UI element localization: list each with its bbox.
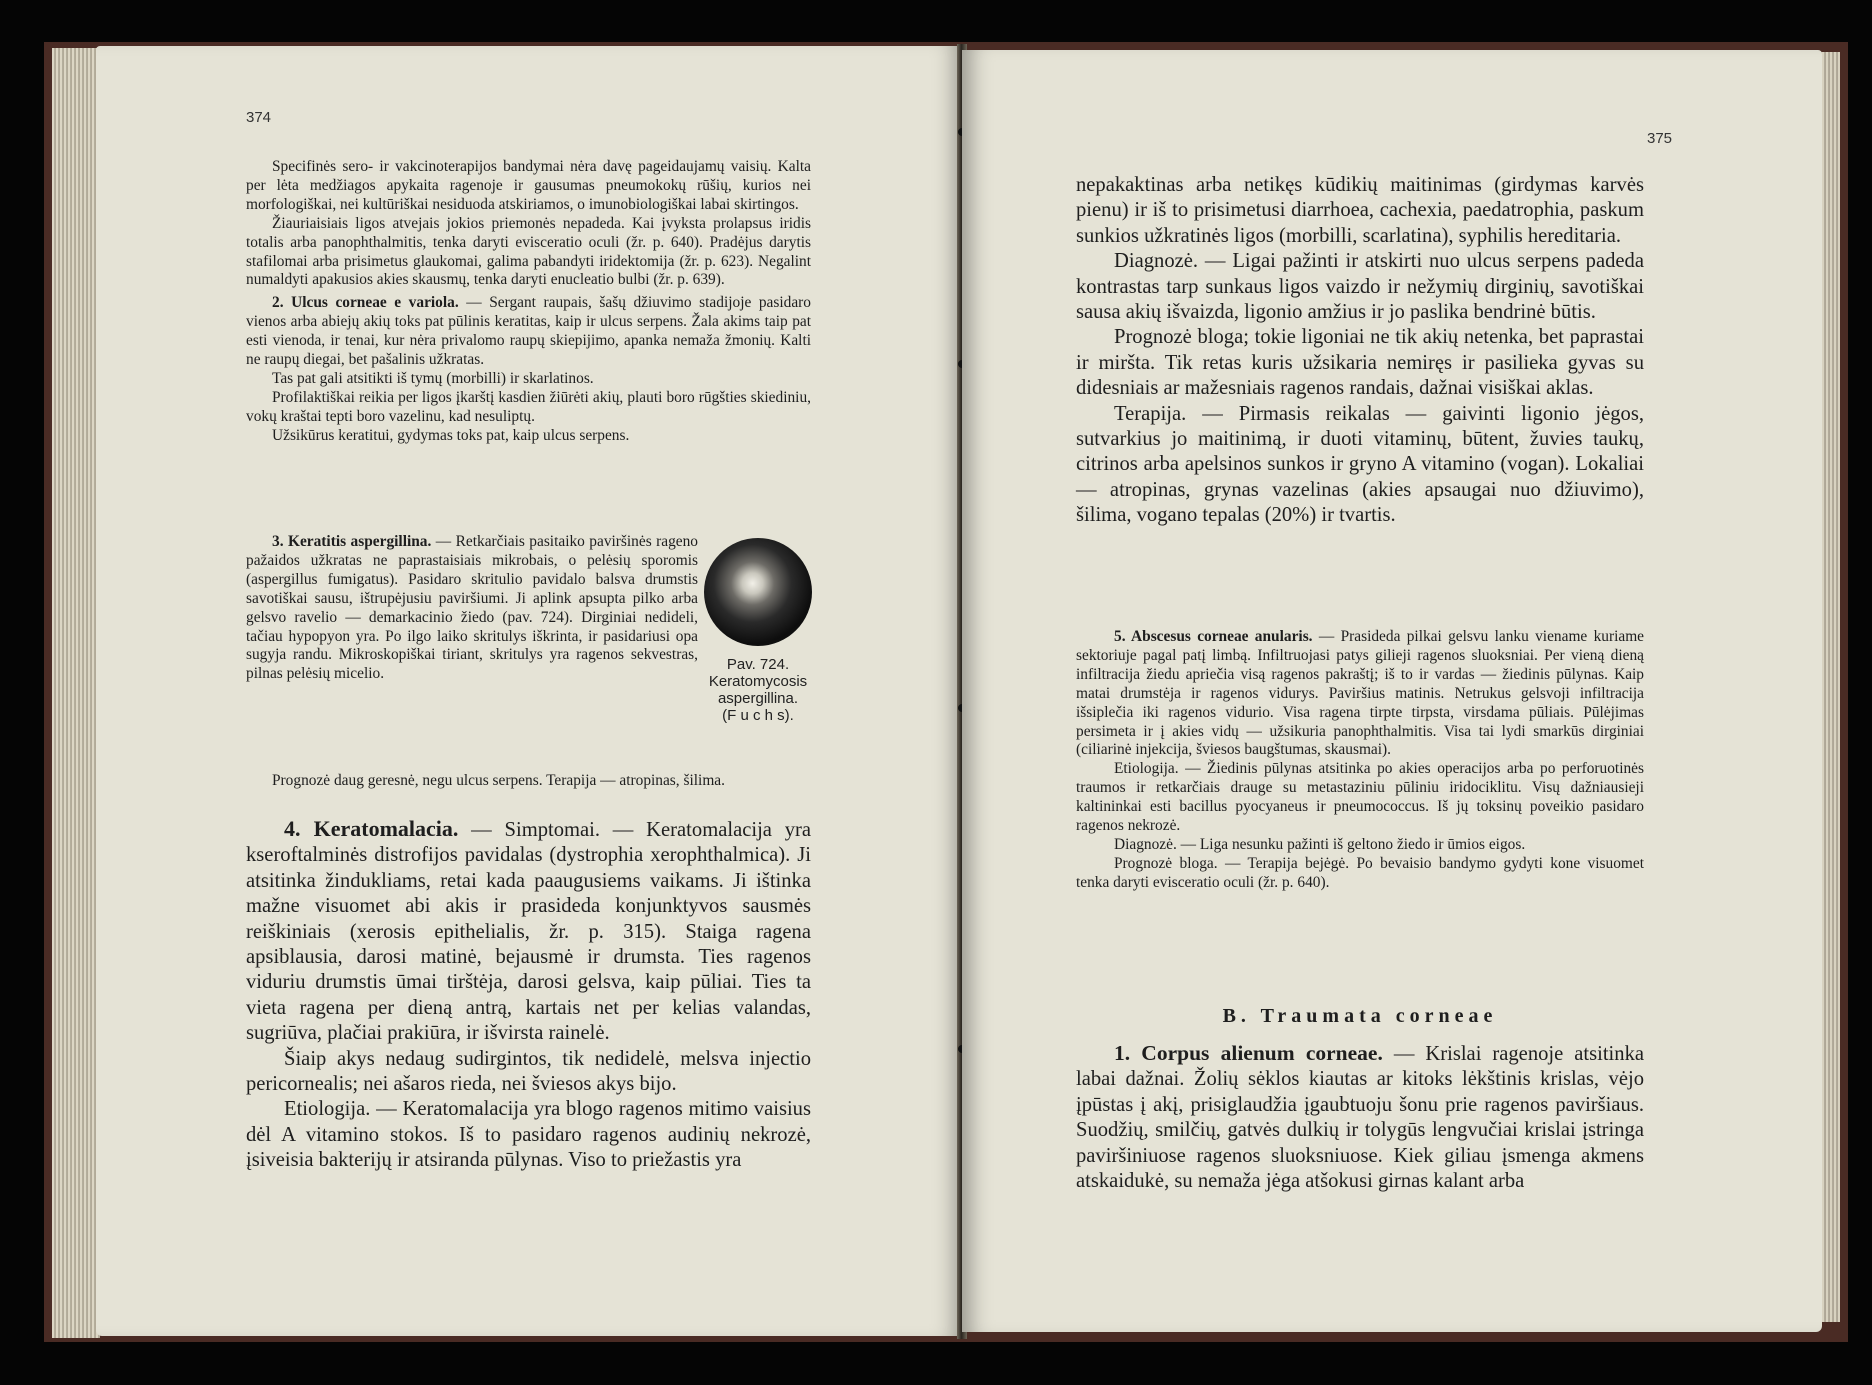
- keratitis-title: 3. Keratitis aspergillina.: [272, 533, 432, 550]
- paragraph-specifines: Specifinės sero- ir vakcinoterapijos bandymai nėra davę pageidaujamų vaisių. Kalta per lėta medžiagos apykaita ragenoje ir gausumas pneumokokų rūšių, kurios nei morfologiškai, nei kultūriškai nesiduoda atskiriamos, o imunobiologiškai labai skirtingos.: [246, 158, 811, 213]
- keratomalacia-block: [246, 816, 811, 1174]
- ulcus-variola-title: 2. Ulcus corneae e variola.: [272, 294, 459, 312]
- keratomycosis-image: [704, 538, 812, 646]
- left-small-text-block: [246, 158, 811, 446]
- paragraph-terapija: Terapija. — Pirmasis reikalas — gaivinti ligonio jėgos, sutvarkius jo maitinimą, ir duoti vitaminų, būtent, žuvies taukų, citrinos arba apelsinos sunkos ir gryno A vitamino (vogan). Lokaliai — atropinas, grynas vazelinas (akies apsaugai nuo džiuvimo), šilima, vogano tepalas (20%) ir tvartis.: [1076, 402, 1644, 527]
- paragraph-diagnoze-short: Diagnozė. — Liga nesunku pažinti iš geltono žiedo ir ūmios eigos.: [1114, 835, 1526, 853]
- paragraph-siaip: Šiaip akys nedaug sudirgintos, tik nedidelė, melsva injectio pericornealis; nei ašaros rieda, nei šviesos akys bijo.: [246, 1047, 811, 1096]
- paragraph-ziauriausiais: Žiauriaisiais ligos atvejais jokios priemonės nepadeda. Kai įvyksta prolapsus iridis totalis arba panophthalmitis, tenka daryti evisceratio oculi (žr. p. 640). Pradėjus darytis stafilomai arba prisimetus glaukomai, galima pabandyti iridektomija (žr. p. 623). Negalint numaldyti apakusios akies skausmų, tenka daryti enucleatio bulbi (žr. p. 639).: [246, 214, 811, 289]
- page-number-right: 375: [1647, 130, 1673, 147]
- page-edges-left: [52, 48, 100, 1338]
- right-small-text-block: [1076, 628, 1644, 893]
- figure-caption-line-4: (F u c h s).: [722, 707, 794, 724]
- figure-724: [694, 538, 822, 724]
- abscesus-title: 5. Abscesus corneae anularis.: [1114, 628, 1313, 645]
- paragraph-prognoze-short: Prognozė bloga. — Terapija bejėgė. Po bevaisio bandymo gydyti kone visuomet tenka daryti evisceratio oculi (žr. p. 640).: [1076, 854, 1644, 891]
- paragraph-profilaktiskai: Profilaktiškai reikia per ligos įkarštį kasdien žiūrėti akių, plauti boro rūgšties skiediniu, vokų kraštai tepti boro vazelinu, kad nesuliptų.: [246, 388, 811, 425]
- paragraph-etiologija: Etiologija. — Keratomalacija yra blogo ragenos mitimo vaisius dėl A vitamino stokos. Iš to pasidaro ragenos audinių nekrozė, įsiveisia bakterijų ir atsiranda pūlynas. Viso to priežastis yra: [246, 1098, 811, 1172]
- left-page: [96, 46, 963, 1336]
- page-number-left: 374: [246, 109, 272, 126]
- corpus-alienum-title: 1. Corpus alienum corneae.: [1114, 1041, 1383, 1065]
- abscesus-text: — Prasideda pilkai gelsvu lanku viename kuriame sektoriuje pagal patį limbą. Infiltruojasi patys gilieji ragenos sluoksniai. Per vieną dieną infiltracija žiedu apriečia visą ragenos pakraštį; iš to ir vardas — žiedinis pūlynas. Kaip matai drumstėja ir ragenos vidurys. Paviršius matinis. Netrukus gelsvoji infiltracija išsiplečia iki ragenos vidurio. Visa ragena tirpte tirpsta, virsdama pūliais. Pūlėjimas persimeta ir į akies vidų — užsikuria panophthalmitis. Visa tai lydi smarkūs dirginiai (ciliarinė injekcija, šviesos baugštumas, skausmai).: [1076, 628, 1644, 759]
- figure-caption-line-1: Pav. 724.: [726, 656, 790, 673]
- ulcus-variola-text: — Sergant raupais, šašų džiuvimo stadijoje pasidaro vienos arba abiejų akių toks pat pūlinis keratitas, kaip ir ulcus serpens. Žala akims taip pat esti vienoda, ir tenai, kur nėra privalomo raupų skiepijimo, apanka nemaža žmonių. Kalti ne raupų diegai, bet pašalinis užkratas.: [246, 294, 812, 369]
- section-abscesus: [1076, 628, 1644, 760]
- keratitis-block: [246, 533, 698, 684]
- paragraph-tas-pat: Tas pat gali atsitikti iš tymų (morbilli) ir skarlatinos.: [272, 369, 594, 387]
- section-heading-traumata: B. Traumata corneae: [1222, 1005, 1498, 1027]
- section-keratitis-aspergillina: [246, 533, 698, 684]
- paragraph-prognoze: Prognozė bloga; tokie ligoniai ne tik akių netenka, bet paprastai ir miršta. Tik retas kuris užsikaria nemiręs ir pasilieka gyvas su didesniais ar mažesniais ragenos randais, dažnai visiškai aklas.: [1076, 326, 1644, 400]
- paragraph-nepakaktinas: nepakaktinas arba netikęs kūdikių maitinimas (girdymas karvės pienu) ir iš to prisimetusi diarrhoea, cachexia, paedatrophia, paskum sunkios užkratinės ligos (morbilli, scarlatina), syphilis hereditaria.: [1076, 174, 1644, 247]
- paragraph-uzsikurus: Užsikūrus keratitui, gydymas toks pat, kaip ulcus serpens.: [272, 426, 630, 444]
- paragraph-diagnoze: Diagnozė. — Ligai pažinti ir atskirti nuo ulcus serpens padeda kontrastas tarp sunkaus ligos vaizdo ir nežymių dirginių, savotiškai sausa akių išvaizda, ligonio amžius ir jo paslika bendrinė būtis.: [1076, 250, 1644, 324]
- corpus-alienum-block: [1076, 1041, 1644, 1194]
- keratomalacia-title: 4. Keratomalacia.: [284, 816, 459, 841]
- section-keratomalacia: [246, 816, 811, 1047]
- keratitis-text: — Retkarčiais pasitaiko paviršinės rageno pažaidos užkratas ne paprastaisiais mikrobais, o pelėsių sporomis (aspergillus fumigatus). Pasidaro skritulio pavidalo balsva drumstis savotiškai sausu, ištrupėjusiu paviršiumi. Ji aplink apsupta pilko arba gelsvo ravelio — demarkacinio žiedo (pav. 724). Dirginiai nedideli, tačiau hypopyon yra. Po ilgo laiko skritulys iškrinta, ir pasidariusi opa sugyja randu. Mikroskopiškai tiriant, skritulys yra ragenos sekvestras, pilnas pelėsių micelio.: [246, 533, 699, 683]
- figure-caption: [694, 656, 822, 724]
- right-large-text-block: [1076, 173, 1644, 529]
- left-prognoze-block: [246, 772, 811, 791]
- right-page: [962, 50, 1822, 1332]
- keratomalacia-text: — Simptomai. — Keratomalacija yra kseroftalminės distrofijos pavidalas (dystrophia xerophthalmica). Ji atsitinka žindukliams, retai kada paaugusiems vaikams. Ji ištinka mažne visuomet abi akis ir prasideda konjunktyvos sausmės reiškiniais (xerosis epithelialis, žr. p. 315). Staiga ragena apsiblausia, darosi matinė, bejausmė ir drumsta. Ties ragenos viduriu drumstis ūmai tirštėja, darosi gelsva, kaip pūliai. Ties ta vieta ragena per dieną antrą, kartais net per kelias valandas, sugriūva, plačiai prakiūra, ir išvirsta rainelė.: [246, 819, 811, 1045]
- figure-caption-line-3: aspergillina.: [717, 690, 799, 707]
- figure-caption-line-2: Keratomycosis: [708, 673, 808, 690]
- corpus-alienum-text: — Krislai ragenoje atsitinka labai dažnai. Žolių sėklos kiautas ar kitoks lėkštinis krislas, vėjo įpūstas į akį, prisiglaudžia įgaubtuoju šonu prie ragenos paviršiaus. Suodžių, smilčių, gatvės dulkių ir tolygūs lengvučiai krislai įstringa paviršiniuose ragenos sluoksniuose. Kiek giliau įsmenga akmens atskaidukė, su nemaža jėga atšokusi girnas kalant arba: [1076, 1043, 1645, 1193]
- paragraph-etiologija-right: Etiologija. — Žiedinis pūlynas atsitinka po akies operacijos arba po perforuotinės traumos ir retkarčiais drauge su metastaziniu pūliniu iridociklitu. Visų dažniausieji kaltininkai esti bacillus pyocyaneus ir pneumococcus. Iš jų toksinų poveikio pasidaro ragenos nekrozė.: [1076, 760, 1644, 835]
- paragraph-prognoze-keratitis: Prognozė daug geresnė, negu ulcus serpens. Terapija — atropinas, šilima.: [272, 772, 725, 789]
- section-corpus-alienum: [1076, 1041, 1644, 1194]
- section-ulcus-variola: [246, 294, 811, 370]
